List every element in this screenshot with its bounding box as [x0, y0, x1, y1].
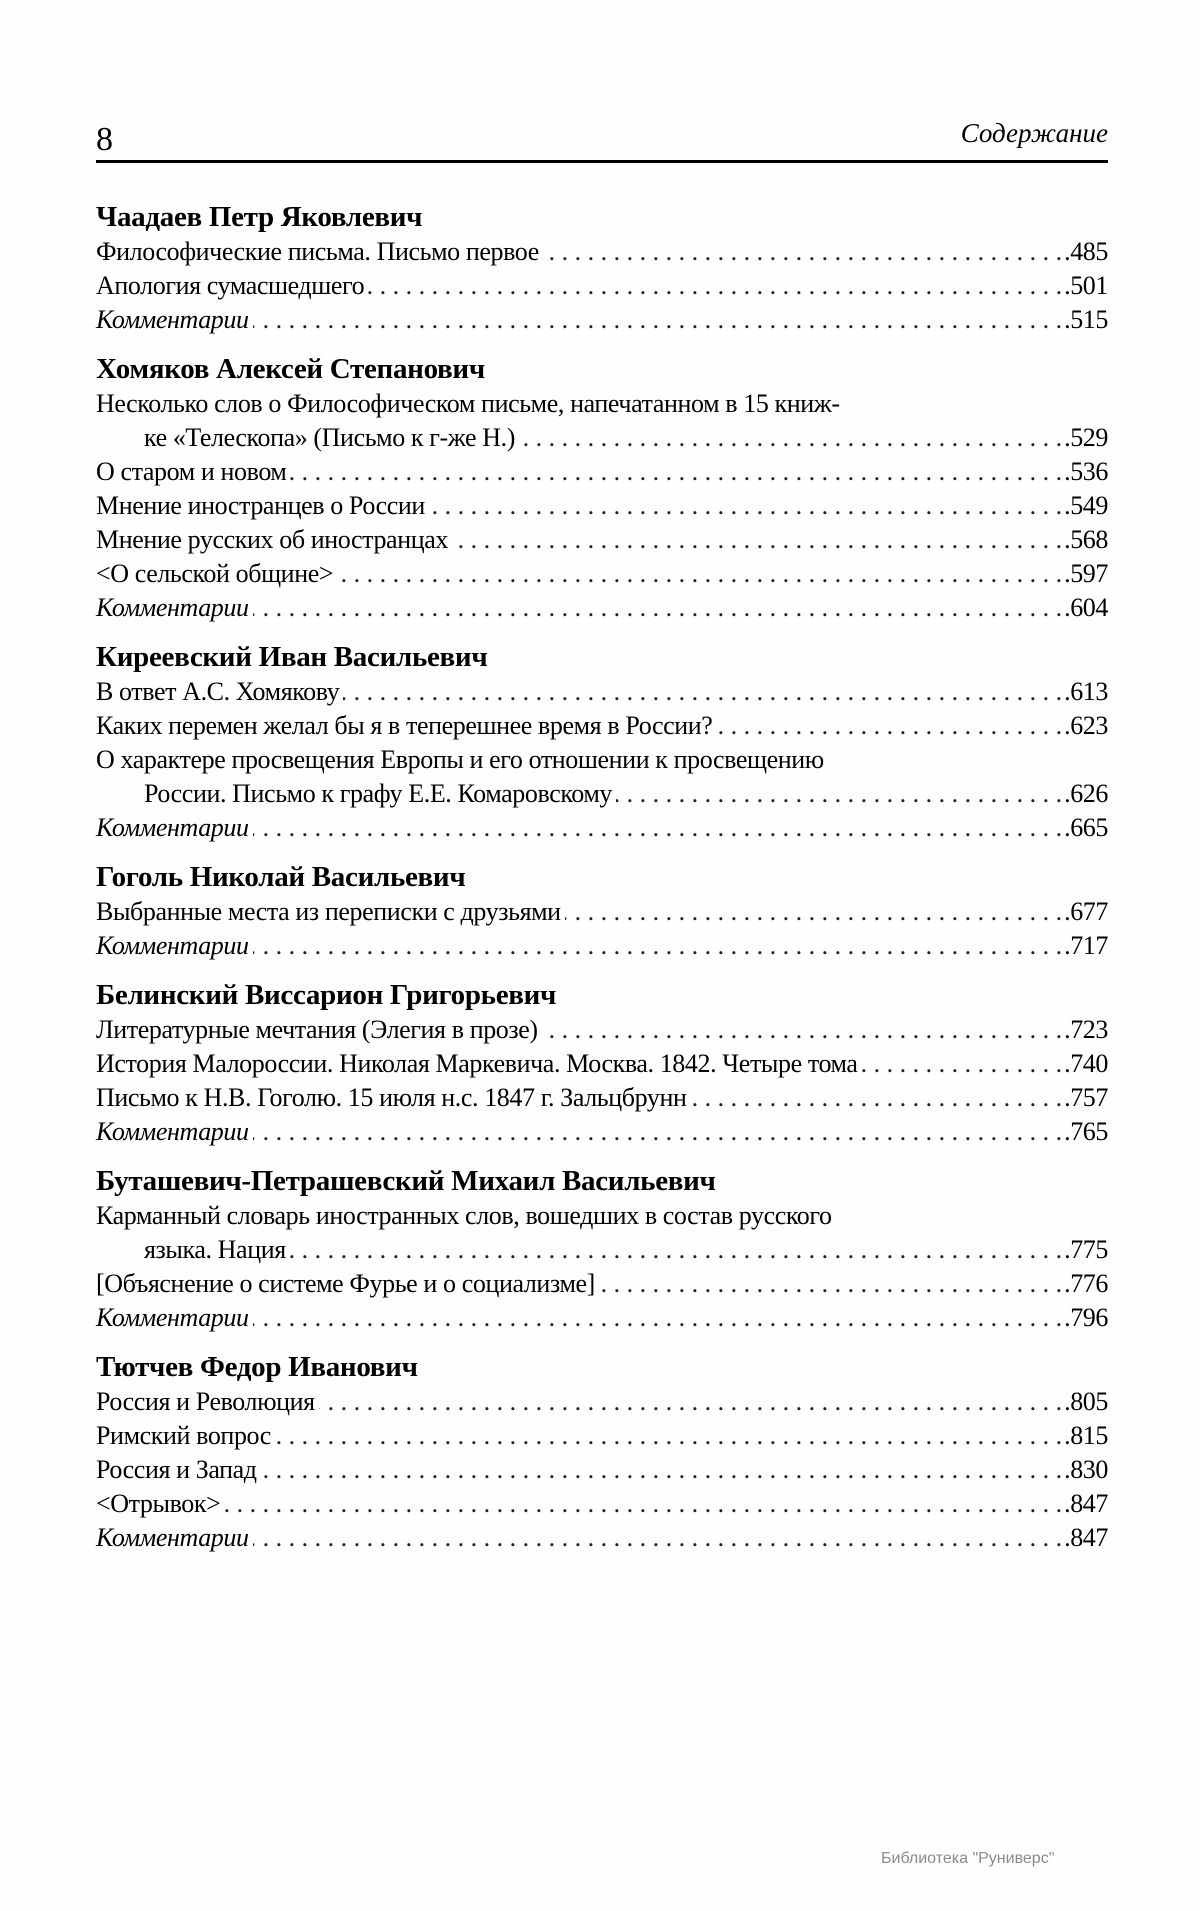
entry-title-line: Карманный словарь иностранных слов, вошедших в состав русского	[96, 1201, 832, 1230]
entry-title: [Объяснение о системе Фурье и о социализме]	[96, 1269, 595, 1298]
entry-title: Комментарии	[96, 1523, 249, 1552]
entry-row	[96, 523, 1108, 557]
toc-entry[interactable]	[96, 489, 1108, 523]
dot-leader	[253, 1115, 1062, 1149]
page-reference: .796	[1064, 1303, 1108, 1332]
entry-row	[96, 929, 1108, 963]
entry-row	[96, 895, 1108, 929]
toc-entry[interactable]	[96, 709, 1108, 743]
dot-leader	[253, 591, 1062, 625]
page-reference: .665	[1064, 813, 1108, 842]
entry-row	[96, 489, 1108, 523]
dot-leader	[565, 895, 1062, 929]
entry-title: Каких перемен желал бы я в теперешнее время в России?	[96, 711, 713, 740]
dot-leader	[716, 709, 1062, 743]
entry-row	[96, 1453, 1108, 1487]
page-reference: .740	[1064, 1049, 1108, 1078]
entry-row	[96, 777, 1108, 811]
toc-entry[interactable]	[96, 1267, 1108, 1301]
dot-leader	[452, 523, 1062, 557]
entry-title: ке «Телескопа» (Письмо к г-же Н.)	[144, 423, 515, 452]
entry-title: История Малороссии. Николая Маркевича. Москва. 1842. Четыре тома	[96, 1049, 858, 1078]
author-heading: Буташевич-Петрашевский Михаил Васильевич	[96, 1165, 716, 1197]
dot-leader	[599, 1267, 1062, 1301]
dot-leader	[290, 455, 1062, 489]
entry-row	[96, 1487, 1108, 1521]
page-reference: .515	[1064, 305, 1108, 334]
page-reference: .568	[1064, 525, 1108, 554]
entry-title-line: Несколько слов о Философическом письме, напечатанном в 15 книж-	[96, 389, 840, 418]
entry-row	[96, 235, 1108, 269]
toc-entry[interactable]	[96, 1199, 1108, 1267]
author-section	[96, 1347, 1108, 1555]
entry-title: Россия и Революция	[96, 1387, 315, 1416]
entry-row	[96, 1521, 1108, 1555]
author-section	[96, 857, 1108, 963]
entry-title: Комментарии	[96, 305, 249, 334]
table-of-contents	[96, 197, 1108, 1567]
toc-entry[interactable]	[96, 455, 1108, 489]
toc-entry-commentary[interactable]	[96, 1301, 1108, 1335]
page-reference: .757	[1064, 1083, 1108, 1112]
page-reference: .723	[1064, 1015, 1108, 1044]
page-reference: .847	[1064, 1523, 1108, 1552]
entry-title: языка. Нация	[144, 1235, 286, 1264]
dot-leader	[261, 1453, 1062, 1487]
page-reference: .613	[1064, 677, 1108, 706]
entry-title: Римский вопрос	[96, 1421, 271, 1450]
page-reference: .830	[1064, 1455, 1108, 1484]
entry-row	[96, 455, 1108, 489]
page-reference: .604	[1064, 593, 1108, 622]
dot-leader	[253, 1521, 1062, 1555]
page-reference: .765	[1064, 1117, 1108, 1146]
entry-row	[96, 1419, 1108, 1453]
dot-leader	[253, 811, 1062, 845]
page-reference: .775	[1064, 1235, 1108, 1264]
toc-entry-commentary[interactable]	[96, 303, 1108, 337]
toc-entry[interactable]	[96, 675, 1108, 709]
page-reference: .529	[1064, 423, 1108, 452]
entry-title: Россия и Запад	[96, 1455, 257, 1484]
dot-leader	[542, 1013, 1062, 1047]
toc-entry-commentary[interactable]	[96, 929, 1108, 963]
library-watermark: Библиотека "Руниверс"	[881, 1850, 1055, 1867]
dot-leader	[429, 489, 1062, 523]
toc-entry[interactable]	[96, 1013, 1108, 1047]
entry-row	[96, 811, 1108, 845]
dot-leader	[543, 235, 1062, 269]
dot-leader	[343, 675, 1062, 709]
page-reference: .549	[1064, 491, 1108, 520]
entry-row	[96, 557, 1108, 591]
toc-entry[interactable]	[96, 235, 1108, 269]
entry-row	[96, 1047, 1108, 1081]
page-reference: .847	[1064, 1489, 1108, 1518]
page-reference: .536	[1064, 457, 1108, 486]
entry-row	[96, 303, 1108, 337]
page-reference: .717	[1064, 931, 1108, 960]
toc-entry[interactable]	[96, 387, 1108, 455]
entry-row	[96, 1267, 1108, 1301]
toc-entry[interactable]	[96, 1047, 1108, 1081]
dot-leader	[690, 1081, 1062, 1115]
entry-title: Апология сумасшедшего	[96, 271, 365, 300]
dot-leader	[224, 1487, 1062, 1521]
entry-title-line: О характере просвещения Европы и его отношении к просвещению	[96, 745, 824, 774]
running-head	[96, 112, 1108, 162]
entry-title: Философические письма. Письмо первое	[96, 237, 539, 266]
entry-title: Мнение иностранцев о России	[96, 491, 425, 520]
dot-leader	[253, 929, 1062, 963]
entry-row	[96, 1233, 1108, 1267]
author-section	[96, 197, 1108, 337]
toc-entry[interactable]	[96, 557, 1108, 591]
toc-entry[interactable]	[96, 895, 1108, 929]
page-reference: .677	[1064, 897, 1108, 926]
toc-entry[interactable]	[96, 523, 1108, 557]
entry-title: Письмо к Н.В. Гоголю. 15 июля н.с. 1847 г. Зальцбрунн	[96, 1083, 687, 1112]
toc-entry[interactable]	[96, 1419, 1108, 1453]
page-reference: .485	[1064, 237, 1108, 266]
entry-title: Комментарии	[96, 931, 249, 960]
entry-title: Комментарии	[96, 1117, 249, 1146]
page-reference: .815	[1064, 1421, 1108, 1450]
toc-entry-commentary[interactable]	[96, 1521, 1108, 1555]
page-reference: .623	[1064, 711, 1108, 740]
dot-leader	[862, 1047, 1063, 1081]
page-reference: .776	[1064, 1269, 1108, 1298]
entry-title: Комментарии	[96, 593, 249, 622]
entry-row	[96, 1013, 1108, 1047]
dot-leader	[519, 421, 1062, 455]
toc-entry[interactable]	[96, 1081, 1108, 1115]
author-heading: Киреевский Иван Васильевич	[96, 641, 488, 673]
header-rule	[96, 160, 1108, 163]
author-heading: Хомяков Алексей Степанович	[96, 353, 485, 385]
author-heading: Гоголь Николай Васильевич	[96, 861, 466, 893]
section-title: Содержание	[960, 118, 1108, 148]
entry-title: Комментарии	[96, 1303, 249, 1332]
entry-title: О старом и новом	[96, 457, 287, 486]
toc-entry-commentary[interactable]	[96, 1115, 1108, 1149]
author-heading: Белинский Виссарион Григорьевич	[96, 979, 557, 1011]
entry-title: В ответ А.С. Хомякову	[96, 677, 340, 706]
dot-leader	[275, 1419, 1062, 1453]
toc-entry[interactable]	[96, 1385, 1108, 1419]
dot-leader	[616, 777, 1062, 811]
page-reference: .805	[1064, 1387, 1108, 1416]
author-section	[96, 637, 1108, 845]
toc-entry[interactable]	[96, 269, 1108, 303]
dot-leader	[337, 557, 1062, 591]
entry-title: Мнение русских об иностранцах	[96, 525, 448, 554]
entry-title: России. Письмо к графу Е.Е. Комаровскому	[144, 779, 613, 808]
entry-title: Литературные мечтания (Элегия в прозе)	[96, 1015, 538, 1044]
entry-row	[96, 1115, 1108, 1149]
author-heading: Тютчев Федор Иванович	[96, 1351, 418, 1383]
toc-entry-commentary[interactable]	[96, 811, 1108, 845]
toc-entry[interactable]	[96, 1487, 1108, 1521]
entry-title: Комментарии	[96, 813, 249, 842]
author-section	[96, 1161, 1108, 1335]
entry-row	[96, 1081, 1108, 1115]
entry-row	[96, 675, 1108, 709]
toc-entry[interactable]	[96, 743, 1108, 811]
author-heading: Чаадаев Петр Яковлевич	[96, 201, 423, 233]
page-number: 8	[96, 121, 113, 158]
dot-leader	[290, 1233, 1062, 1267]
entry-row	[96, 1385, 1108, 1419]
author-section	[96, 349, 1108, 625]
dot-leader	[319, 1385, 1062, 1419]
entry-row	[96, 591, 1108, 625]
toc-entry-commentary[interactable]	[96, 591, 1108, 625]
page-reference: .501	[1064, 271, 1108, 300]
toc-entry[interactable]	[96, 1453, 1108, 1487]
page-reference: .597	[1064, 559, 1108, 588]
entry-title: Выбранные места из переписки с друзьями	[96, 897, 561, 926]
entry-row	[96, 421, 1108, 455]
dot-leader	[253, 1301, 1062, 1335]
entry-row	[96, 709, 1108, 743]
page-reference: .626	[1064, 779, 1108, 808]
entry-title: <Отрывок>	[96, 1489, 221, 1518]
entry-row	[96, 1301, 1108, 1335]
entry-row	[96, 269, 1108, 303]
dot-leader	[253, 303, 1062, 337]
dot-leader	[368, 269, 1062, 303]
entry-title: <О сельской общине>	[96, 559, 334, 588]
author-section	[96, 975, 1108, 1149]
